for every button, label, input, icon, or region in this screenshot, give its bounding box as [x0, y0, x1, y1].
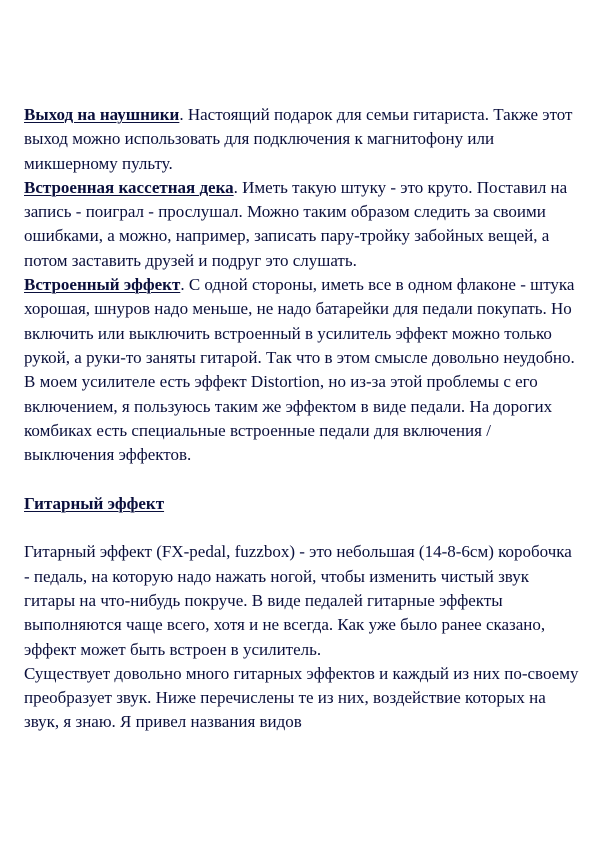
- term-builtin-effect: Встроенный эффект: [24, 275, 181, 295]
- paragraph-builtin-effect: [24, 273, 580, 467]
- paragraph-cassette-deck: [24, 176, 580, 273]
- paragraph-headphone-output: [24, 103, 580, 176]
- term-cassette-deck: Встроенная кассетная дека: [24, 177, 234, 197]
- blank-line: [24, 467, 580, 491]
- paragraph-text: . Иметь такую штуку - это круто. Поставил на запись - поиграл - прослушал. Можно таким образом следить за своими ошибками, а можно, например, записать пару-тройку забойных вещей, а потом заставить друзей и подруг это слушать.: [24, 177, 568, 270]
- document-page: [24, 103, 580, 735]
- paragraph-guitar-effect-list: Существует довольно много гитарных эффектов и каждый из них по-своему преобразует звук. Ниже перечислены те из них, воздействие которых на звук, я знаю. Я привел названия видов: [24, 663, 579, 732]
- term-headphone-output: Выход на наушники: [24, 105, 180, 124]
- paragraph-text: . С одной стороны, иметь все в одном флаконе - штука хорошая, шнуров надо меньше, не надо батарейки для педали покупать. Но включить или выключить встроенный в усилитель эффект можно только рукой, а руки-то заняты гитарой. Так что в этом смысле довольно неудобно. В моем усилителе есть эффект Distortion, но из-за этой проблемы с его включением, я пользуюсь таким же эффектом в виде педали. На дорогих комбиках есть специальные встроенные педали для включения / выключения эффектов.: [24, 275, 575, 465]
- blank-line: [24, 516, 580, 540]
- paragraph-text: . Настоящий подарок для семьи гитариста. Также этот выход можно использовать для подключения к магнитофону или микшерному пульту.: [24, 105, 573, 173]
- paragraph-guitar-effect-intro: Гитарный эффект (FX-pedal, fuzzbox) - это небольшая (14-8-6см) коробочка - педаль, на которую надо нажать ногой, чтобы изменить чистый звук гитары на что-нибудь покруче. В виде педалей гитарные эффекты выполняются чаще всего, хотя и не всегда. Как уже было ранее сказано, эффект может быть встроен в усилитель.: [24, 542, 572, 659]
- section-heading: Гитарный эффект: [24, 493, 165, 513]
